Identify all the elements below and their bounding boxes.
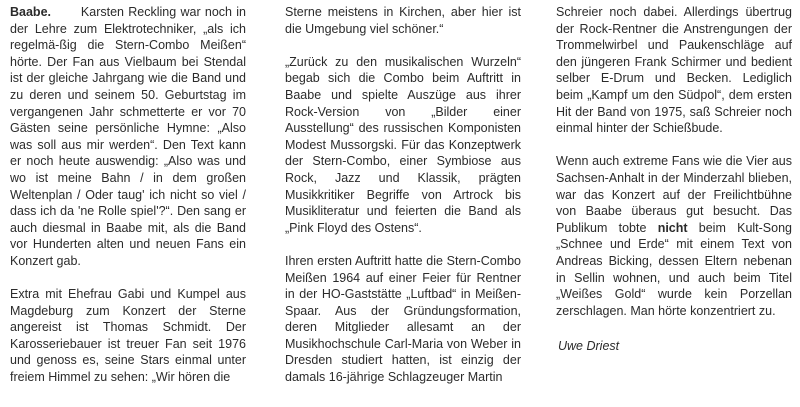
paragraph-gap: [285, 236, 521, 253]
paragraph-gap: [285, 37, 521, 54]
paragraph: [10, 4, 246, 270]
paragraph: Sterne meistens in Kirchen, aber hier ist die Umgebung viel schöner.“: [285, 5, 521, 36]
paragraph: Schreier noch dabei. Allerdings übertrug der Rock-Rentner die Anstrengungen der Trommelwirbel und Paukenschläge auf den jüngeren Frank Schirmer und bedient selber E-Drum und Becken. Lediglich beim „Kampf um den Südpol“, dem ersten Hit der Band von 1975, saß Schreier noch einmal hinter der Schießbude.: [556, 5, 792, 136]
article-column-1: [10, 4, 246, 407]
article-column-2: [285, 4, 521, 407]
paragraph: „Zurück zu den musikalischen Wurzeln“ begab sich die Combo beim Auftritt in Baabe und spielte Auszüge aus ihrer Rock-Version von „Bilder einer Ausstellung“ des russischen Komponisten Modest Mussorgski. Für das Konzeptwerk der Stern-Combo, einer Symbiose aus Rock, Jazz und Klassik, prägten Musikkritiker Begriffe von Artrock bis Musikliteratur und feierten die Band als „Pink Floyd des Ostens“.: [285, 54, 521, 235]
dateline: Baabe.: [10, 5, 51, 19]
paragraph-text: Karsten Reckling war noch in der Lehre zum Elektrotechniker, „als ich regelmä-ßig die Stern-Combo Meißen“ hörte. Der Fan aus Vielbaum bei Stendal ist der gleiche Jahrgang wie die Band und zu deren und seinem 50. Geburtstag im vergangenen Jahr schmetterte er vor 70 Gästen seine persönliche Hymne: „Also was soll aus mir werden“. Den Text kann er noch heute auswendig: „Also was und wo ist meine Bahn / in dem großen Weltenplan / Oder taug' ich nicht so viel / dass ich da 'ne Rolle spiel'?“. Den sang er auch diesmal in Baabe mit, als die Band vor Hunderten alten und neuen Fans ein Konzert gab.: [10, 5, 246, 268]
paragraph: [556, 153, 792, 319]
paragraph-text: Wenn auch extreme Fans wie die Vier aus Sachsen-Anhalt in der Minderzahl blieben, war das Konzert auf der Freilichtbühne von Baabe überaus gut besucht. Das Publikum tobte: [556, 154, 792, 235]
paragraph: Ihren ersten Auftritt hatte die Stern-Combo Meißen 1964 auf einer Feier für Rentner in der HO-Gaststätte „Luftbad“ in Meißen-Spaar. Aus der Gründungsformation, deren Mitglieder allesamt an der Musikhochschule Carl-Maria von Weber in Dresden studiert hatten, ist einzig der damals 16-jährige Schlagzeuger Martin: [285, 253, 521, 385]
paragraph-text: beim Kult-Song „Schnee und Erde“ mit einem Text von Andreas Bicking, dessen Eltern nebenan in Sellin wohnen, und auch beim Titel „Weißes Gold“ wurde kein Porzellan zerschlagen. Man hörte konzentriert zu.: [556, 220, 792, 318]
author-byline: Uwe Driest: [558, 338, 620, 353]
paragraph-gap: [556, 137, 792, 154]
paragraph-gap: [556, 319, 792, 336]
emphasis-text: nicht: [657, 220, 688, 235]
paragraph: Extra mit Ehefrau Gabi und Kumpel aus Magdeburg zum Konzert der Sterne angereist ist Thomas Schmidt. Der Karosseriebauer ist treuer Fan seit 1976 und genoss es, seine Stars einmal unter freiem Himmel zu sehen: „Wir hören die: [10, 287, 246, 385]
article-column-3: [556, 4, 792, 407]
paragraph-gap: [10, 270, 246, 287]
